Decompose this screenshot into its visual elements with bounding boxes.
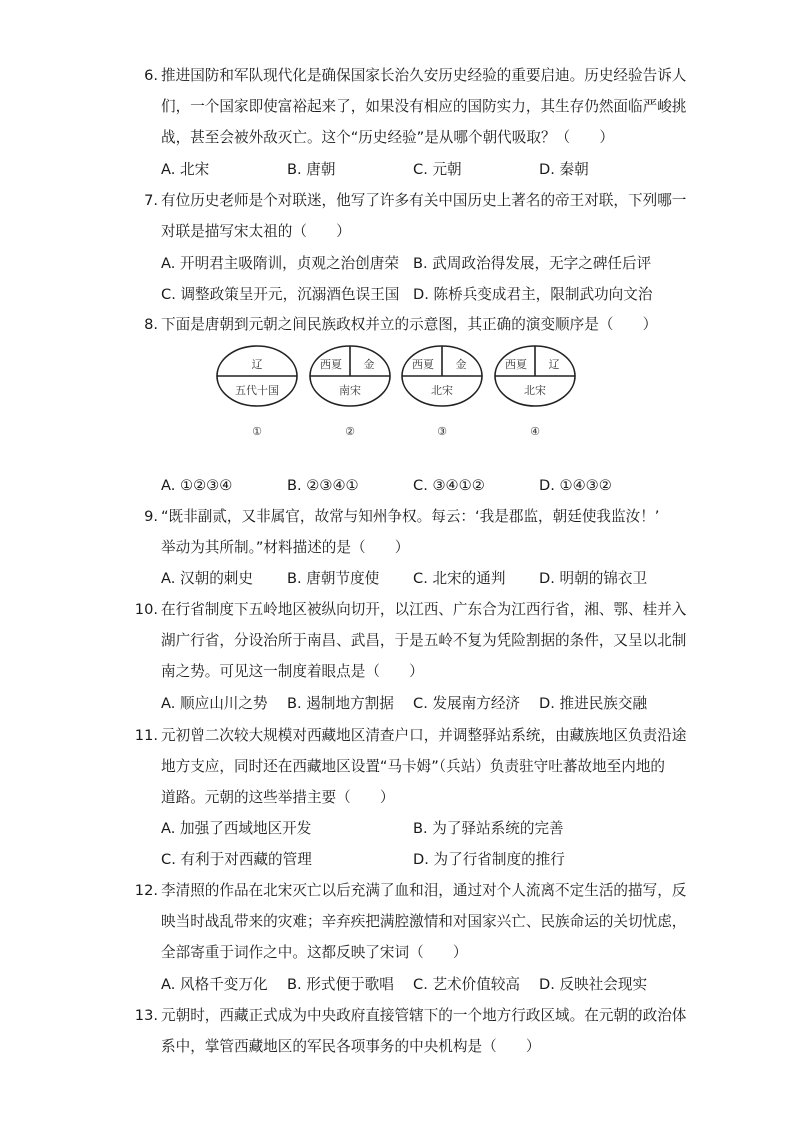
circle-2-number: ② (345, 425, 355, 438)
regime-diagram (212, 342, 592, 447)
question-9-option-d: D. 明朝的锦衣卫 (539, 570, 648, 587)
question-9-option-b: B. 唐朝节度使 (287, 570, 380, 587)
question-11-line-3: 道路。元朝的这些举措主要（ ） (161, 789, 395, 806)
question-12-line-3: 全部寄重于词作之中。这都反映了宋词（ ） (161, 944, 468, 961)
question-6-line-1: 推进国防和军队现代化是确保国家长治久安历史经验的重要启迪。历史经验告诉人 (161, 67, 687, 84)
question-7-option-b: B. 武周政治得发展，无字之碑任后评 (413, 255, 652, 272)
question-12-option-a: A. 风格千变万化 (161, 976, 268, 993)
question-8-option-a: A. ①②③④ (161, 477, 233, 494)
circle-2-top-right-label: 金 (363, 358, 375, 371)
question-12-line-1: 李清照的作品在北宋灭亡以后充满了血和泪，通过对个人流离不定生活的描写，反 (161, 882, 687, 899)
question-8-number: 8. (144, 316, 158, 333)
question-12-line-2: 映当时战乱带来的灾难；辛弃疾把满腔激情和对国家兴亡、民族命运的关切忧虑， (161, 913, 687, 930)
question-12-option-d: D. 反映社会现实 (539, 976, 648, 993)
question-10-line-3: 南之势。可见这一制度着眼点是（ ） (161, 663, 424, 680)
question-10-number: 10. (134, 601, 158, 618)
circle-4-top-left-label: 西夏 (505, 358, 527, 371)
circle-3-top-left-label: 西夏 (412, 358, 434, 371)
question-10-line-2: 湖广行省，分设治所于南昌、武昌，于是五岭不复为凭险割据的条件，又呈以北制 (161, 632, 687, 649)
circle-1-number: ① (252, 425, 262, 438)
question-9-line-2: 举动为其所制。”材料描述的是（ ） (161, 539, 410, 556)
question-9-line-1: “既非副贰，又非属官，故常与知州争权。每云：‘我是郡监，朝廷使我监汝！’ (161, 508, 660, 525)
question-6-option-b: B. 唐朝 (287, 161, 336, 178)
question-13-line-2: 系中，掌管西藏地区的军民各项事务的中央机构是（ ） (161, 1038, 541, 1055)
circle-2-bottom-label: 南宋 (339, 384, 361, 397)
question-12-number: 12. (134, 882, 158, 899)
question-6-option-d: D. 秦朝 (539, 161, 589, 178)
circle-4-bottom-label: 北宋 (524, 384, 546, 397)
question-9-option-a: A. 汉朝的刺史 (161, 570, 253, 587)
question-6-number: 6. (144, 67, 158, 84)
question-7-line-1: 有位历史老师是个对联迷，他写了许多有关中国历史上著名的帝王对联，下列哪一 (161, 192, 687, 209)
question-11-option-a: A. 加强了西域地区开发 (161, 820, 312, 837)
question-7-number: 7. (144, 192, 158, 209)
question-7-line-2: 对联是描写宋太祖的（ ） (161, 223, 351, 240)
question-8-line-1: 下面是唐朝到元朝之间民族政权并立的示意图，其正确的演变顺序是（ ） (161, 316, 658, 333)
question-6-option-a: A. 北宋 (161, 161, 210, 178)
question-13-line-1: 元朝时，西藏正式成为中央政府直接管辖下的一个地方行政区域。在元朝的政治体 (161, 1007, 687, 1024)
circle-4-top-right-label: 辽 (548, 358, 560, 371)
circle-3-number: ③ (437, 425, 447, 438)
circle-1-bottom-label: 五代十国 (235, 384, 279, 397)
question-13-number: 13. (134, 1007, 158, 1024)
circle-1-top-label: 辽 (251, 358, 263, 371)
question-10-option-c: C. 发展南方经济 (413, 695, 521, 712)
question-10-option-a: A. 顺应山川之势 (161, 695, 268, 712)
question-6-line-3: 战，甚至会被外敌灭亡。这个“历史经验”是从哪个朝代吸取？（ ） (161, 129, 614, 146)
question-6-line-2: 们，一个国家即使富裕起来了，如果没有相应的国防实力，其生存仍然面临严峻挑 (161, 98, 687, 115)
question-11-line-2: 地方支应，同时还在西藏地区设置“马卡姆”（兵站）负责驻守吐蕃故地至内地的 (161, 758, 666, 775)
question-10-option-b: B. 遏制地方割据 (287, 695, 394, 712)
question-8-option-b: B. ②③④① (287, 477, 359, 494)
question-9-option-c: C. 北宋的通判 (413, 570, 506, 587)
question-9-number: 9. (144, 508, 158, 525)
question-7-option-c: C. 调整政策呈开元，沉溺酒色误王国 (161, 286, 400, 303)
question-7-option-d: D. 陈桥兵变成君主，限制武功向文治 (413, 286, 653, 303)
question-8-option-c: C. ③④①② (413, 477, 485, 494)
circle-3-top-right-label: 金 (455, 358, 467, 371)
question-10-line-1: 在行省制度下五岭地区被纵向切开，以江西、广东合为江西行省，湘、鄂、桂并入 (161, 601, 687, 618)
question-6-option-c: C. 元朝 (413, 161, 462, 178)
question-12-option-b: B. 形式便于歌唱 (287, 976, 394, 993)
question-10-option-d: D. 推进民族交融 (539, 695, 648, 712)
question-11-option-d: D. 为了行省制度的推行 (413, 851, 565, 868)
question-8-option-d: D. ①④③② (539, 477, 612, 494)
question-11-number: 11. (134, 727, 158, 744)
question-7-option-a: A. 开明君主吸隋训，贞观之治创唐荣 (161, 255, 399, 272)
question-11-option-b: B. 为了驿站系统的完善 (413, 820, 564, 837)
circle-2-top-left-label: 西夏 (320, 358, 342, 371)
question-11-option-c: C. 有利于对西藏的管理 (161, 851, 312, 868)
question-11-line-1: 元初曾二次较大规模对西藏地区清查户口，并调整驿站系统，由藏族地区负责沿途 (161, 727, 687, 744)
question-12-option-c: C. 艺术价值较高 (413, 976, 521, 993)
circle-3-bottom-label: 北宋 (431, 384, 453, 397)
circle-4-number: ④ (530, 425, 540, 438)
